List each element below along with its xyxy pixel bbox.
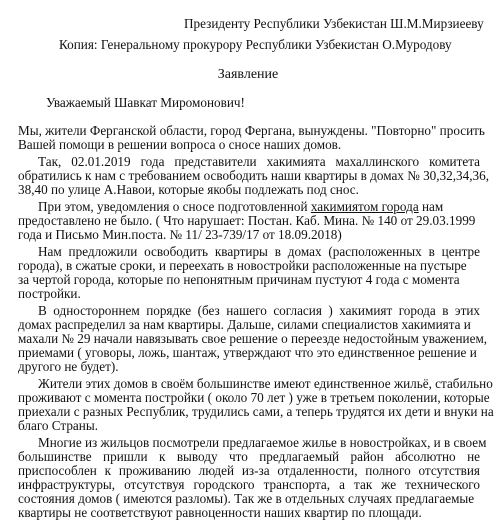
p4-line-2: города), в сжатые сроки, и переехать в новостройки расположенные на пустыре [18,258,467,273]
p5-line-3: махали № 29 начали навязывать свое решение о переезде недостойным уважением, [18,331,488,346]
p2-line-3: 38,40 по улице А.Навои, которые якобы подлежать под снос. [18,182,359,197]
p1-line-2: Вашей помощи в решении вопроса о сносе наших домов. [18,137,342,152]
p6-line-3: приехали с разных Республик, трудились сами, а теперь трудятся их дети и внуки на [18,404,494,419]
p3-text-b: нам [418,199,444,214]
p3-line-1 [38,200,480,214]
p5-line-2: домах распределил за нам квартиры. Дальше, силами специалистов хакимията и [18,317,471,332]
p3-line-2: предоставлено не было. ( Что нарушает: Постан. Каб. Мина. № 140 от 29.03.1999 [18,213,476,228]
greeting: Уважаемый Шавкат Миромонович! [46,95,245,110]
document-title: Заявление [217,67,279,82]
p5-line-1: В одностороннем порядке (без нашего согласия ) хакимият города в этих [38,303,480,318]
p2-line-2: обратились к нам с требованием освободить наши квартиры в домах № 30,32,34,36, [18,168,490,183]
p7-line-5: состояния домов ( имеются разломы). Так же в отдельных случаях предлагаемые [18,491,475,506]
p6-line-1: Жители этих домов в своём большинстве имеют единственное жильё, стабильно [38,376,493,391]
p7-line-2: большинстве пришли к выводу что предлагаемый район абсолютно не [18,449,480,464]
p3-line-3: года и Письмо Мин.поста. № 11/ 23-739/17 от 18.09.2018) [18,227,342,242]
p5-line-4: приемами ( уговоры, ложь, шантаж, утверждают что это единственное решение и [18,345,477,360]
p4-line-4: постройки. [18,286,81,301]
p7-line-6: квартиры не соответствуют равноценности наших квартир по площади. [18,505,422,520]
p3-underlined-text: хакимиятом города [310,199,419,214]
p1-line-1: Мы, жители Ферганской области, город Фергана, вынуждены. "Повторно" просить [18,123,485,138]
p5-line-5: другого не будет). [18,359,119,374]
p4-line-3: за чертой города, которые по непонятным причинам пустуют 4 года с момента [18,272,460,287]
p6-line-4: благо Страны. [18,418,98,433]
p2-line-1: Так, 02.01.2019 года представители хакимията махаллинского комитета [38,154,480,169]
p7-line-1: Многие из жильцов посмотрели предлагаемое жилье в новостройках, и в своем [38,435,487,450]
p7-line-3: приспособлен к проживанию людей из-за отдаленности, полного отсутствия [18,463,480,478]
p4-line-1: Нам предложили освободить квартиры в домах (расположенных в центре [38,244,480,259]
p6-line-2: проживают с момента постройки ( около 70 лет ) уже в третьем поколении, которые [18,390,490,405]
copy-line: Копия: Генеральному прокурору Республики Узбекистан О.Муродову [59,37,452,52]
addressee-line: Президенту Республики Узбекистан Ш.М.Мирзиееву [184,16,484,31]
p7-line-4: инфраструктуры, отсутствуя городского транспорта, а так же технического [18,477,480,492]
p3-text-a: При этом, уведомления о сносе подготовленной [38,199,311,214]
